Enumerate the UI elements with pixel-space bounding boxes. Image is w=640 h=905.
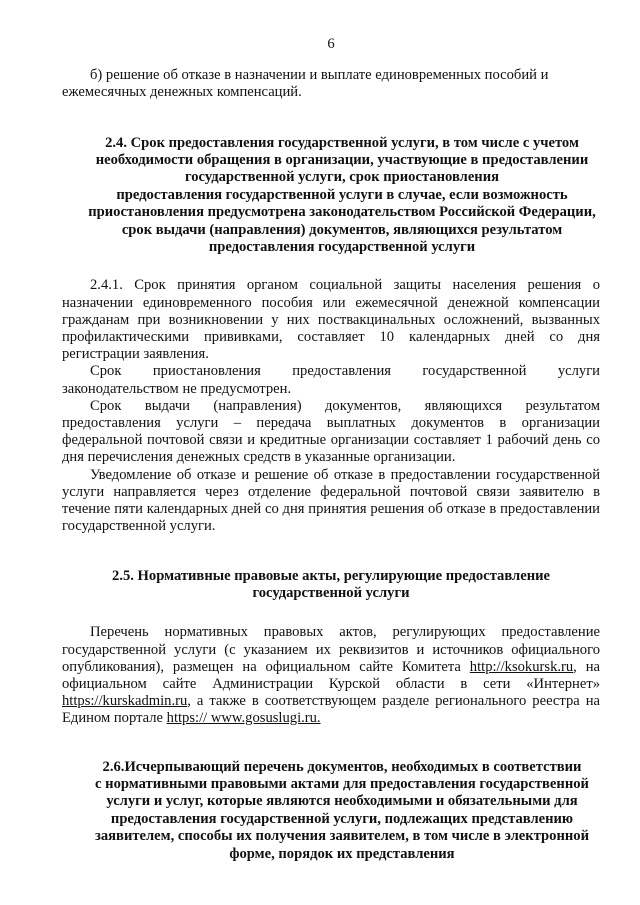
text-segment: , на официальном сайте Администрации Курской области в сети «Интернет»: [62, 658, 600, 692]
heading-line: 2.6.Исчерпывающий перечень документов, необходимых в соответствии: [102, 758, 582, 775]
heading-line: предоставления государственной услуги в случае, если возможность: [116, 186, 568, 203]
heading-line: 2.4. Срок предоставления государственной услуги, в том числе с учетом: [105, 134, 579, 151]
paragraph-refusal-notice: Уведомление об отказе и решение об отказе в предоставлении государственной услуги направляется через отделение федеральной почтовой связи заявителю в течение пяти календарных дней со дня принятия решения об отказе в предоставлении государственной услуги.: [62, 466, 600, 535]
gosuslugi-portal-link[interactable]: https:// www.gosuslugi.ru.: [166, 710, 321, 727]
heading-line: заявителем, способы их получения заявителем, в том числе в электронной: [95, 828, 589, 845]
committee-site-link[interactable]: http://ksokursk.ru: [469, 658, 574, 675]
paragraph-legal-acts: [62, 624, 600, 727]
intro-line-2: ежемесячных денежных компенсаций.: [62, 84, 302, 101]
heading-line: государственной услуги: [252, 584, 410, 601]
text-segment: , а также в соответствующем разделе регионального реестра на Едином портале: [62, 693, 600, 727]
heading-2-6: [62, 759, 622, 863]
heading-line: срок выдачи (направления) документов, являющихся результатом: [121, 221, 563, 238]
heading-2-4: [62, 135, 622, 257]
heading-line: приостановления предусмотрена законодательством Российской Федерации,: [88, 204, 596, 221]
page-number: 6: [327, 36, 335, 52]
administration-site-link[interactable]: https://kurskadmin.ru: [62, 693, 188, 710]
heading-line: государственной услуги, срок приостановления: [184, 169, 500, 186]
heading-line: услуги и услуг, которые являются необходимыми и обязательными для: [106, 793, 578, 810]
text-segment: Перечень нормативных правовых актов, регулирующих предоставление государственной услуги (с указанием их реквизитов и источников официального опубликования), размещен на официальном сайте Комитета: [62, 624, 600, 675]
heading-line: 2.5. Нормативные правовые акты, регулирующие предоставление: [112, 567, 550, 584]
intro-line-1: б) решение об отказе в назначении и выплате единовременных пособий и: [90, 67, 549, 84]
paragraph-2-4-1: 2.4.1. Срок принятия органом социальной защиты населения решения о назначении единовременного пособия или ежемесячной денежной компенсации гражданам при возникновении у них поствакцинальных осложнений, вызванных профилактическими прививками, составляет 10 календарных дней со дня регистрации заявления.: [62, 277, 600, 363]
heading-2-5: [81, 568, 581, 603]
heading-line: с нормативными правовыми актами для предоставления государственной: [95, 775, 589, 792]
heading-line: форме, порядок их представления: [229, 845, 455, 862]
heading-line: предоставления государственной услуги, подлежащих представлению: [110, 810, 574, 827]
paragraph-issuance-term: Срок выдачи (направления) документов, являющихся результатом предоставления услуги – передача выплатных документов в организации федеральной почтовой связи и кредитные организации составляет 1 рабочий день со дня перечисления денежных средств в указанные организации.: [62, 397, 600, 466]
heading-line: предоставления государственной услуги: [208, 239, 476, 256]
heading-line: необходимости обращения в организации, участвующие в предоставлении: [95, 152, 589, 169]
paragraph-suspension-term: Срок приостановления предоставления государственной услуги законодательством не предусмотрен.: [62, 363, 600, 397]
